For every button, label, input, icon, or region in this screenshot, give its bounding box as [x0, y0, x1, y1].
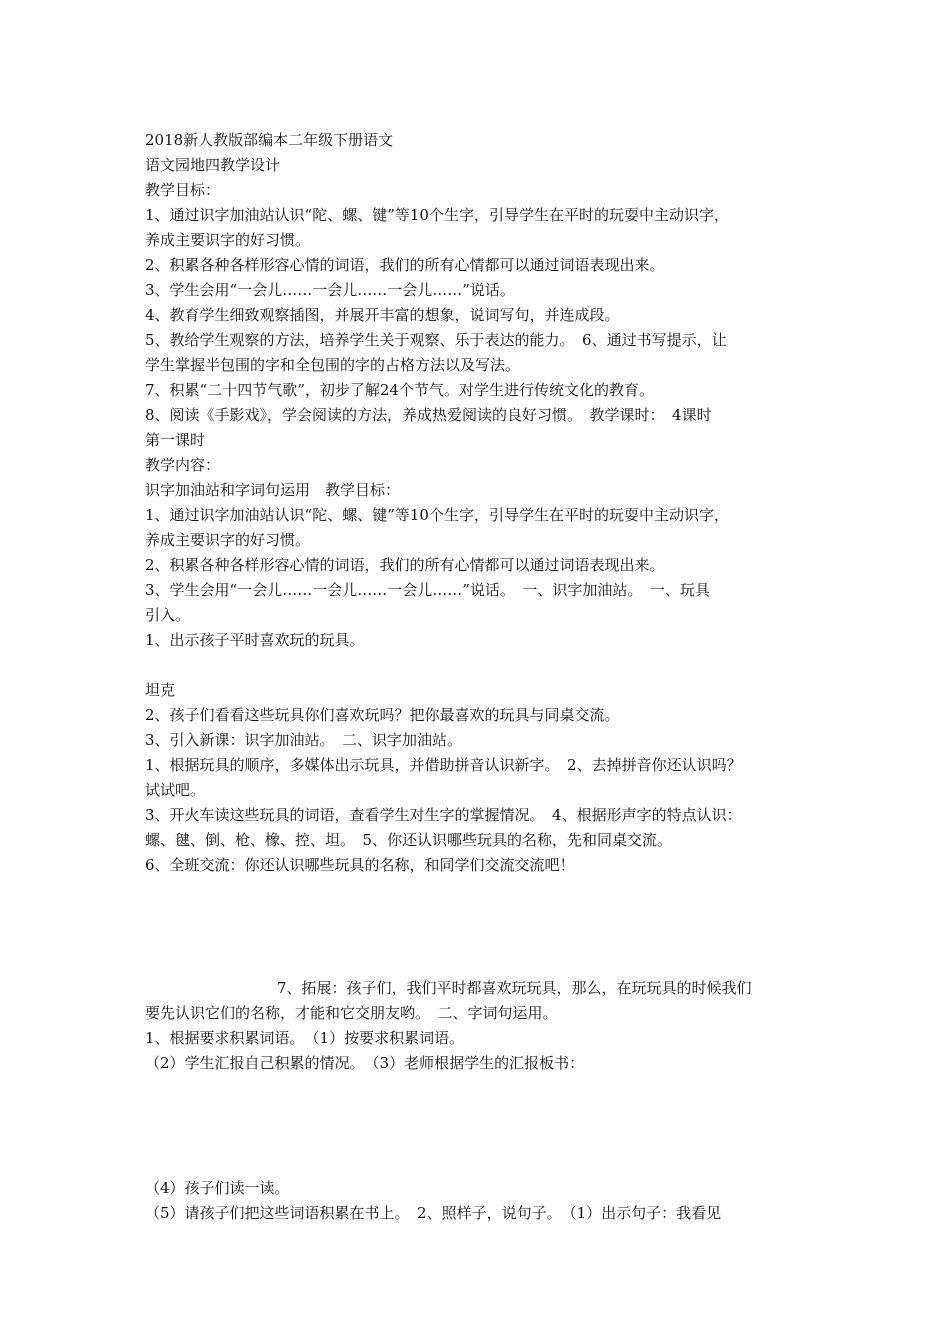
- text-line: 识字加油站和字词句运用 教学目标：: [145, 481, 401, 499]
- text-line: 3、学生会用“一会儿……一会儿……一会儿……”说话。 一、识字加油站。 一、玩具: [145, 581, 710, 599]
- text-line: 7、积累“二十四节气歌”，初步了解24个节气。对学生进行传统文化的教育。: [145, 381, 654, 399]
- text-line: 引入。: [145, 606, 191, 624]
- text-line: 养成主要识字的好习惯。: [145, 531, 311, 549]
- text-line: 3、学生会用“一会儿……一会儿……一会儿……”说话。: [145, 281, 515, 299]
- text-line: 试试吧。: [145, 781, 206, 799]
- text-line: 学生掌握半包围的字和全包围的字的占格方法以及写法。: [145, 356, 521, 374]
- text-line: 6、全班交流：你还认识哪些玩具的名称，和同学们交流交流吧！: [145, 856, 575, 874]
- text-line: 教学目标：: [145, 181, 221, 199]
- text-line: 1、出示孩子平时喜欢玩的玩具。: [145, 631, 365, 649]
- doc-subtitle: 语文园地四教学设计: [145, 156, 281, 174]
- text-line: 3、引入新课：识字加油站。 二、识字加油站。: [145, 731, 463, 749]
- text-line: 要先认识它们的名称，才能和它交朋友哟。 二、字词句运用。: [145, 1004, 558, 1022]
- text-line: 7、拓展：孩子们，我们平时都喜欢玩玩具，那么，在玩玩具的时候我们: [277, 979, 752, 997]
- text-line: 1、根据要求积累词语。 （1）按要求积累词语。: [145, 1029, 465, 1047]
- text-line: 4、教育学生细致观察插图，并展开丰富的想象，说词写句，并连成段。: [145, 306, 620, 324]
- text-line: 1、通过识字加油站认识“陀、螺、键”等10个生字，引导学生在平时的玩耍中主动识字，: [145, 206, 729, 224]
- text-line: 养成主要识字的好习惯。: [145, 231, 311, 249]
- text-line: （4）孩子们读一读。: [145, 1179, 290, 1197]
- text-line: 1、根据玩具的顺序，多媒体出示玩具，并借助拼音认识新字。 2、去掉拼音你还认识吗？: [145, 756, 742, 774]
- text-line: 1、通过识字加油站认识“陀、螺、键”等10个生字，引导学生在平时的玩耍中主动识字，: [145, 506, 729, 524]
- text-line: 螺、毽、倒、枪、橡、控、坦。 5、你还认识哪些玩具的名称，先和同桌交流。: [145, 831, 673, 849]
- text-line: 教学内容：: [145, 456, 221, 474]
- text-line: 5、教给学生观察的方法，培养学生关于观察、乐于表达的能力。 6、通过书写提示，让: [145, 331, 727, 349]
- text-line: （2）学生汇报自己积累的情况。 （3）老师根据学生的汇报板书：: [145, 1054, 585, 1072]
- text-line: 3、开火车读这些玩具的词语，查看学生对生字的掌握情况。 4、根据形声字的特点认识：: [145, 806, 742, 824]
- text-line: 8、阅读《手影戏》，学会阅读的方法，养成热爱阅读的良好习惯。 教学课时： 4课时: [145, 406, 712, 424]
- text-line: 2、孩子们看看这些玩具你们喜欢玩吗？把你最喜欢的玩具与同桌交流。: [145, 706, 620, 724]
- doc-title: 2018新人教版部编本二年级下册语文: [145, 131, 394, 149]
- text-line: （5）请孩子们把这些词语积累在书上。 2、照样子，说句子。 （1）出示句子：我看见: [145, 1204, 722, 1222]
- text-line: 2、积累各种各样形容心情的词语，我们的所有心情都可以通过词语表现出来。: [145, 556, 665, 574]
- text-line: 2、积累各种各样形容心情的词语，我们的所有心情都可以通过词语表现出来。: [145, 256, 665, 274]
- text-line: 第一课时: [145, 431, 206, 449]
- text-line: 坦克: [145, 681, 176, 699]
